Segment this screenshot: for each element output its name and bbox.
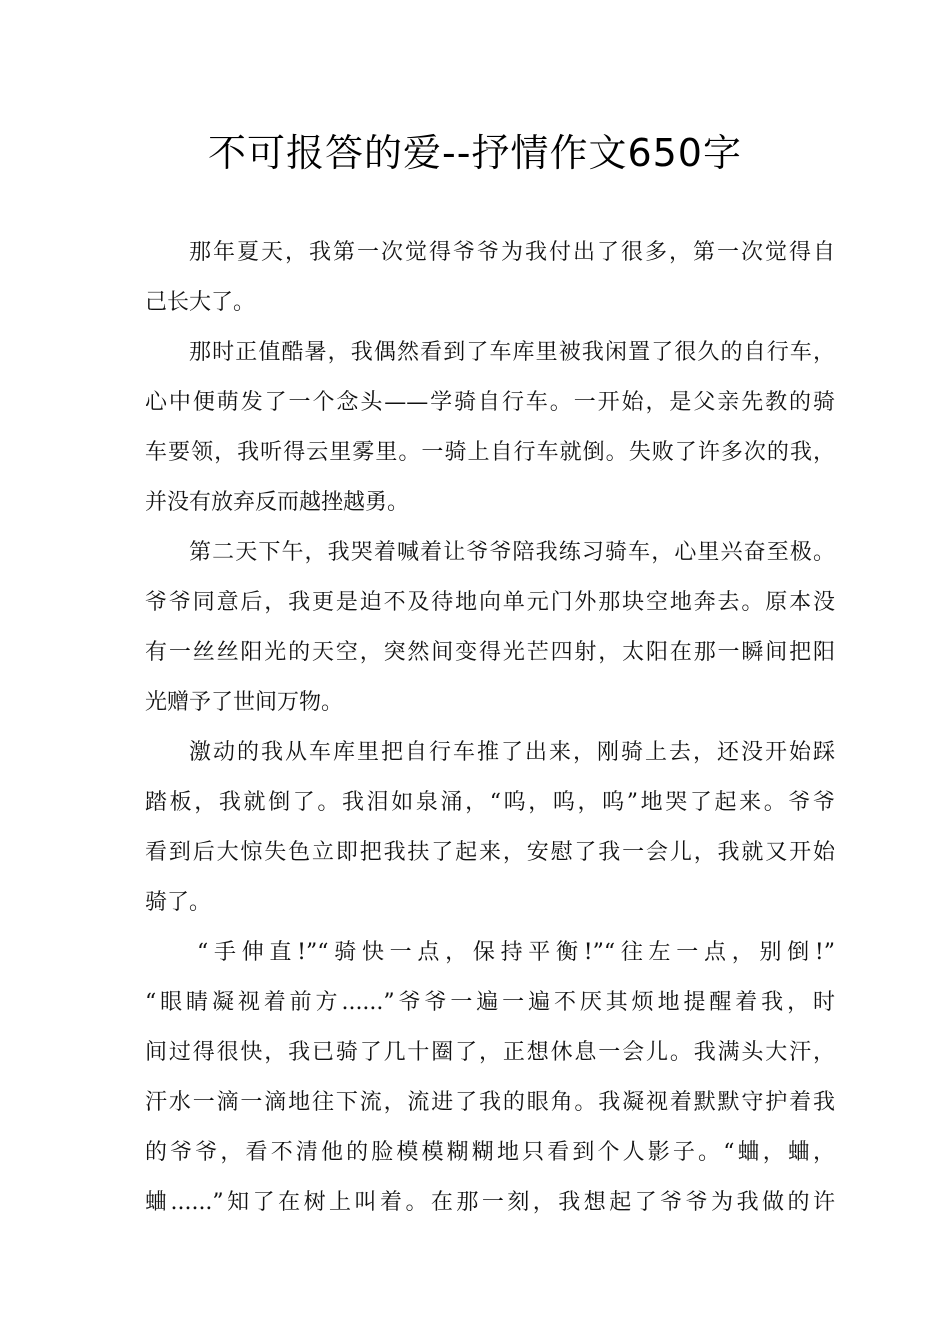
text-line: 汗水一滴一滴地往下流，流进了我的眼角。我凝视着默默守护着我 (145, 1090, 835, 1115)
document-body (145, 228, 835, 1228)
text-line: 那年夏天，我第一次觉得爷爷为我付出了很多，第一次觉得自 (189, 240, 835, 265)
paragraph-4 (145, 728, 835, 928)
paragraph-5 (145, 928, 835, 1228)
text-line: 间过得很快，我已骑了几十圈了，正想休息一会儿。我满头大汗， (145, 1040, 835, 1065)
text-line: 蛐......”知了在树上叫着。在那一刻，我想起了爷爷为我做的许 (145, 1190, 835, 1215)
text-line: “手伸直!”“骑快一点，保持平衡!”“往左一点，别倒!” (197, 940, 835, 965)
text-line: 激动的我从车库里把自行车推了出来，刚骑上去，还没开始踩 (189, 740, 835, 765)
paragraph-3 (145, 528, 835, 728)
text-line: 有一丝丝阳光的天空，突然间变得光芒四射，太阳在那一瞬间把阳 (145, 640, 835, 665)
text-line: 并没有放弃反而越挫越勇。 (145, 490, 410, 515)
text-line: 爷爷同意后，我更是迫不及待地向单元门外那块空地奔去。原本没 (145, 590, 835, 615)
paragraph-1 (145, 228, 835, 328)
text-line: 光赠予了世间万物。 (145, 690, 344, 715)
text-line: 车要领，我听得云里雾里。一骑上自行车就倒。失败了许多次的我， (145, 440, 835, 465)
text-line: 第二天下午，我哭着喊着让爷爷陪我练习骑车，心里兴奋至极。 (189, 540, 835, 565)
text-line: “眼睛凝视着前方......”爷爷一遍一遍不厌其烦地提醒着我，时 (145, 990, 835, 1015)
document-title: 不可报答的爱--抒情作文650字 (208, 131, 742, 175)
text-line: 踏板，我就倒了。我泪如泉涌，“呜，呜，呜”地哭了起来。爷爷 (145, 790, 835, 815)
text-line: 的爷爷，看不清他的脸模模糊糊地只看到个人影子。“蛐，蛐， (145, 1140, 835, 1165)
text-line: 己长大了。 (145, 290, 256, 315)
text-line: 心中便萌发了一个念头——学骑自行车。一开始，是父亲先教的骑 (145, 390, 835, 415)
text-line: 看到后大惊失色立即把我扶了起来，安慰了我一会儿，我就又开始 (145, 840, 835, 865)
paragraph-2 (145, 328, 835, 528)
text-line: 骑了。 (145, 890, 212, 915)
text-line: 那时正值酷暑，我偶然看到了车库里被我闲置了很久的自行车， (189, 340, 835, 365)
